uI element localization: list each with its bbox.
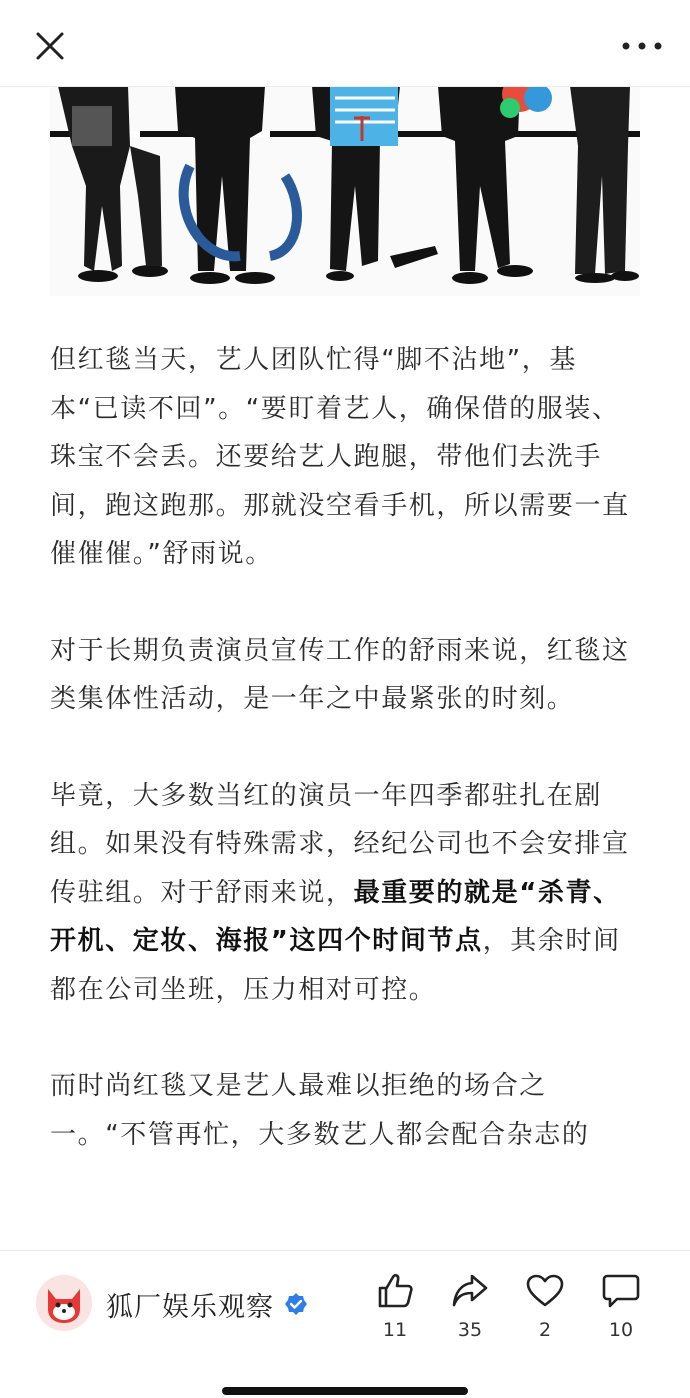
paragraph-text: 毕竟，大多数当红的演员一年四季都驻扎在剧组。如果没有特殊需求，经纪公司也不会安排宣传驻组。对于舒雨来说， xyxy=(50,780,630,908)
more-dots-icon xyxy=(618,28,666,64)
share-arrow-icon xyxy=(450,1271,490,1311)
paragraph-bold-text: 最重要的就是“杀青、开机、定妆、海报”这四个时间节点 xyxy=(50,877,621,956)
paragraph-text: 对于长期负责演员宣传工作的舒雨来说，红毯这类集体性活动，是一年之中最紧张的时刻。 xyxy=(50,635,630,714)
fox-avatar-icon xyxy=(36,1275,92,1331)
bottom-action-bar xyxy=(0,1250,690,1398)
more-options-button[interactable] xyxy=(618,28,666,64)
top-bar xyxy=(0,0,690,87)
comment-count: 10 xyxy=(608,1319,634,1341)
comment-bubble-icon xyxy=(601,1271,641,1311)
thumbs-up-icon xyxy=(375,1271,415,1311)
like-count: 11 xyxy=(382,1319,408,1341)
home-indicator[interactable] xyxy=(222,1387,468,1395)
comment-button[interactable] xyxy=(591,1271,651,1341)
paragraph-4 xyxy=(50,1062,640,1159)
author-avatar[interactable] xyxy=(36,1275,92,1331)
paragraph-3 xyxy=(50,772,640,1015)
paragraph-1 xyxy=(50,336,640,579)
share-count: 35 xyxy=(457,1319,483,1341)
close-button[interactable] xyxy=(28,24,72,68)
heart-icon xyxy=(525,1271,565,1311)
close-icon xyxy=(28,24,72,68)
paragraph-2 xyxy=(50,627,640,724)
favorite-count: 2 xyxy=(538,1319,552,1341)
article-body xyxy=(50,336,640,1207)
verified-badge-icon xyxy=(284,1292,308,1316)
article-image[interactable] xyxy=(50,86,640,296)
fashion-models-image xyxy=(50,86,640,296)
paragraph-text: 而时尚红毯又是艺人最难以拒绝的场合之一。“不管再忙，大多数艺人都会配合杂志的 xyxy=(50,1071,590,1150)
paragraph-text: 但红毯当天，艺人团队忙得“脚不沾地”，基本“已读不回”。“要盯着艺人，确保借的服装、珠宝不会丢。还要给艺人跑腿，带他们去洗手间，跑这跑那。那就没空看手机，所以需要一直催催催。”舒雨说。 xyxy=(50,345,630,569)
favorite-button[interactable] xyxy=(515,1271,575,1341)
scroll-fade xyxy=(0,1220,690,1254)
paragraph-text: ，其余时间都在公司坐班，压力相对可控。 xyxy=(50,926,621,1005)
share-button[interactable] xyxy=(440,1271,500,1341)
author-name[interactable]: 狐厂娱乐观察 xyxy=(106,1292,274,1323)
like-button[interactable] xyxy=(365,1271,425,1341)
